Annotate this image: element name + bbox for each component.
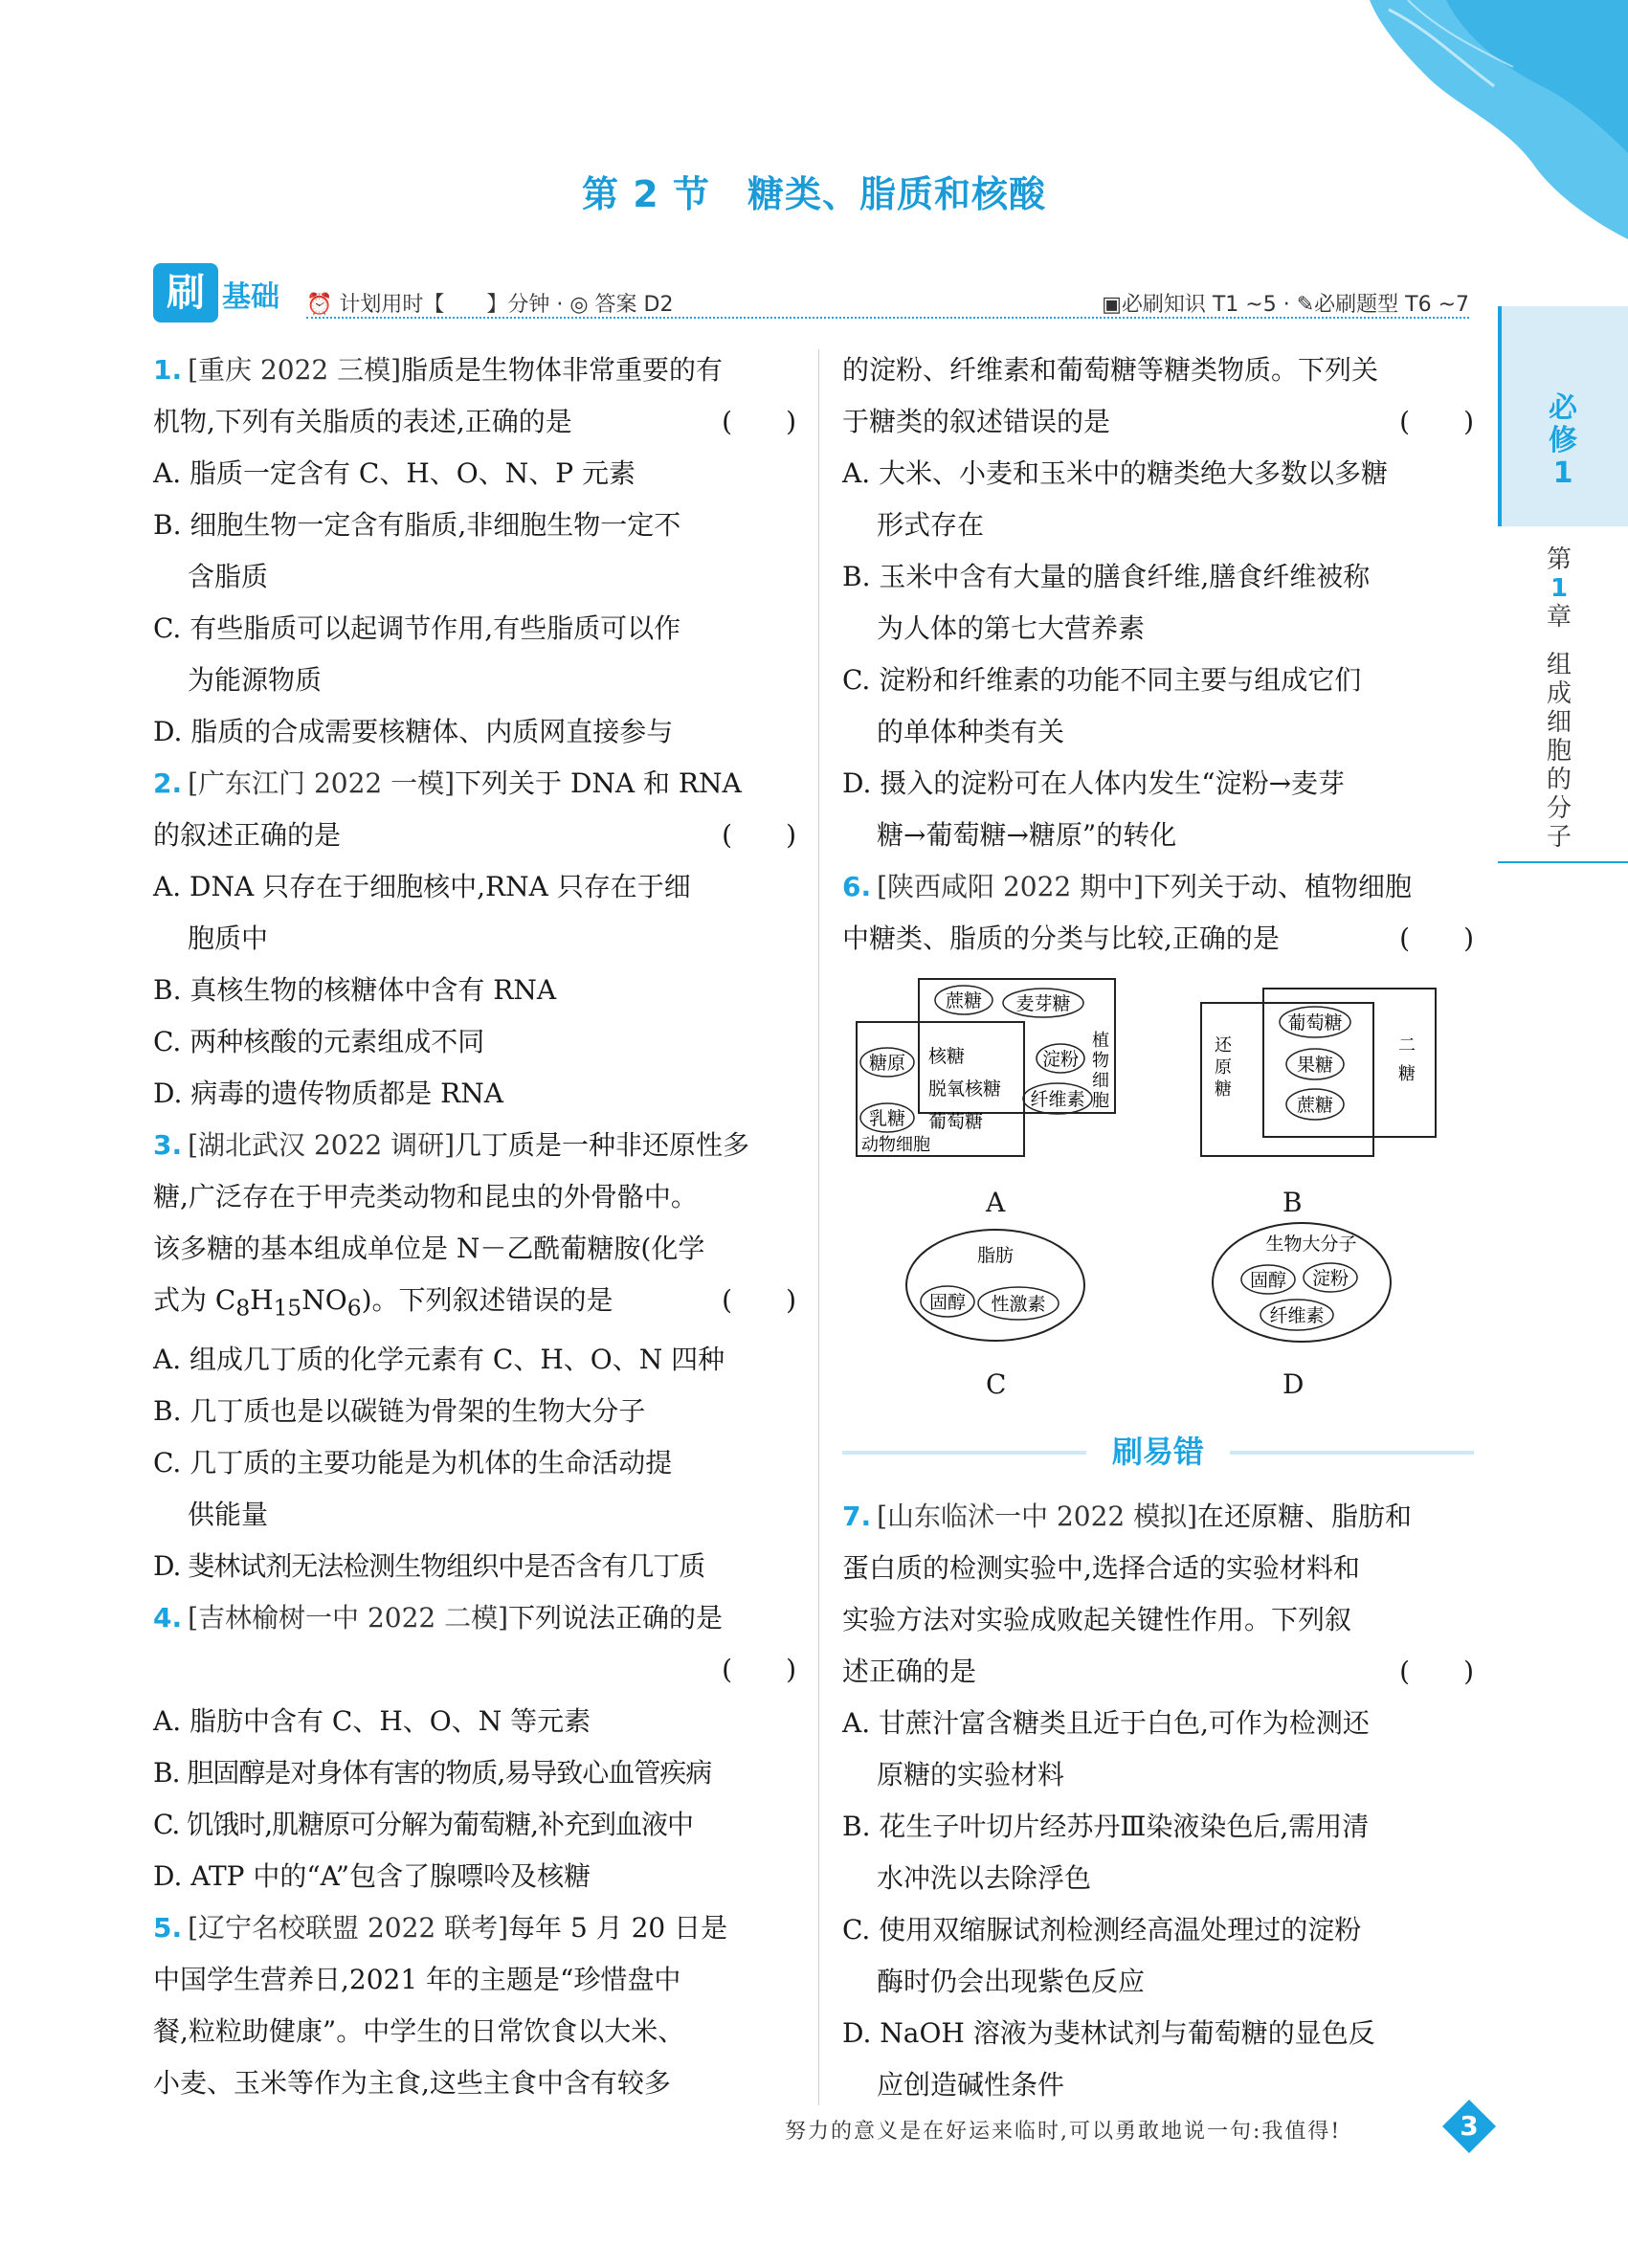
option-d: D. ATP 中的“A”包含了腺嘌呤及核糖 bbox=[153, 1859, 591, 1892]
label-zhifang: 脂肪 bbox=[976, 1245, 1015, 1266]
question-7 bbox=[842, 1491, 1474, 2111]
footer-motto: 努力的意义是在好运来临时,可以勇敢地说一句:我值得! bbox=[785, 2120, 1342, 2144]
question-stem: 述正确的是 bbox=[842, 1656, 977, 1687]
question-5-continued bbox=[842, 345, 1474, 861]
question-stem: 下列说法正确的是 bbox=[508, 1601, 724, 1634]
label-dafenzi: 生物大分子 bbox=[1265, 1234, 1357, 1255]
label-guotang: 果糖 bbox=[1296, 1055, 1334, 1076]
label-ertang: 糖 bbox=[1398, 1064, 1416, 1084]
question-3 bbox=[153, 1120, 796, 1592]
question-2 bbox=[153, 758, 796, 1120]
question-stem: 机物,下列有关脂质的表述,正确的是 bbox=[153, 406, 572, 437]
page-number: 3 bbox=[1460, 2110, 1479, 2142]
question-stem: 在还原糖、脂肪和 bbox=[1197, 1501, 1413, 1532]
basics-label: 基础 bbox=[222, 280, 279, 314]
question-stem: 蛋白质的检测实验中,选择合适的实验材料和 bbox=[842, 1552, 1360, 1584]
option-d: D. 脂质的合成需要核糖体、内质网直接参与 bbox=[153, 716, 674, 747]
formula-part: 式为 C bbox=[153, 1284, 236, 1316]
question-source: [吉林榆树一中 2022 二模] bbox=[188, 1601, 509, 1634]
option-b: B. 胆固醇是对身体有害的物质,易导致心血管疾病 bbox=[153, 1756, 712, 1789]
answer-bracket: ( ) bbox=[722, 1653, 796, 1685]
label-zhiwu: 植 bbox=[1092, 1031, 1109, 1051]
option-b: B. 细胞生物一定含有脂质,非细胞生物一定不 bbox=[153, 509, 681, 541]
question-number: 6. bbox=[842, 871, 872, 902]
formula-sub: 8 bbox=[235, 1294, 251, 1322]
section-title: 第 2 节 糖类、脂质和核酸 bbox=[582, 173, 1046, 215]
option-c: C. 饥饿时,肌糖原可分解为葡萄糖,补充到血液中 bbox=[153, 1808, 694, 1840]
option-d: D. 摄入的淀粉可在人体内发生“淀粉→麦芽 bbox=[842, 767, 1346, 799]
question-stem: 脂质是生物体非常重要的有 bbox=[401, 354, 724, 386]
volume-char: 必 bbox=[1549, 391, 1577, 425]
chapter-char: 细 bbox=[1546, 708, 1572, 737]
formula-sub: 15 bbox=[273, 1294, 302, 1322]
option-b: B. 真核生物的核糖体中含有 RNA bbox=[153, 974, 557, 1006]
label-zhiwu: 细 bbox=[1092, 1071, 1109, 1091]
option-c-cont: 酶时仍会出现紫色反应 bbox=[877, 1966, 1146, 1997]
question-number: 4. bbox=[153, 1601, 183, 1634]
question-stem: 的叙述正确的是 bbox=[153, 819, 342, 851]
figure-label-a: A bbox=[986, 1187, 1006, 1218]
question-stem: 下列关于动、植物细胞 bbox=[1144, 871, 1413, 902]
header-divider bbox=[306, 317, 1469, 319]
option-c-cont: 为能源物质 bbox=[188, 664, 323, 696]
chapter-char: 的 bbox=[1546, 766, 1572, 794]
option-b-cont: 为人体的第七大营养素 bbox=[877, 612, 1146, 644]
label-xianwei: 纤维素 bbox=[1030, 1089, 1085, 1110]
figure-label-c: C bbox=[986, 1368, 1007, 1400]
option-d-cont: 应创造碱性条件 bbox=[877, 2069, 1065, 2101]
label-dianfen: 淀粉 bbox=[1041, 1049, 1080, 1070]
label-zhiwu: 胞 bbox=[1092, 1091, 1109, 1111]
question-source: [重庆 2022 三模] bbox=[188, 354, 402, 386]
option-b: B. 玉米中含有大量的膳食纤维,膳食纤维被称 bbox=[842, 561, 1371, 592]
question-number: 7. bbox=[842, 1501, 872, 1532]
chapter-char: 第 bbox=[1546, 545, 1572, 574]
option-a: A. 脂质一定含有 C、H、O、N、P 元素 bbox=[153, 457, 636, 489]
label-zhiwu: 物 bbox=[1092, 1051, 1109, 1071]
label-maiya: 麦芽糖 bbox=[1015, 993, 1071, 1014]
label-putao: 葡萄糖 bbox=[1287, 1012, 1343, 1034]
question-stem: 每年 5 月 20 日是 bbox=[508, 1911, 728, 1944]
label-huanyuan: 还 bbox=[1215, 1035, 1232, 1056]
shua-badge: 刷 bbox=[153, 263, 218, 322]
label-tangyuan: 糖原 bbox=[868, 1053, 906, 1074]
option-a-cont: 原糖的实验材料 bbox=[877, 1759, 1065, 1790]
option-b: B. 花生子叶切片经苏丹Ⅲ染液染色后,需用清 bbox=[842, 1811, 1370, 1842]
question-source: [湖北武汉 2022 调研] bbox=[188, 1129, 456, 1161]
volume-char: 修 bbox=[1549, 424, 1577, 457]
label-hetang: 核糖 bbox=[928, 1046, 966, 1067]
label-rutang: 乳糖 bbox=[868, 1108, 906, 1129]
question-stem: 小麦、玉米等作为主食,这些主食中含有较多 bbox=[153, 2066, 671, 2099]
option-b-cont: 水冲洗以去除浮色 bbox=[877, 1862, 1092, 1894]
figure-label-b: B bbox=[1282, 1187, 1303, 1218]
label-huanyuan: 原 bbox=[1215, 1057, 1232, 1078]
question-stem: 该多糖的基本组成单位是 N－乙酰葡糖胺(化学 bbox=[153, 1233, 705, 1264]
option-c: C. 使用双缩脲试剂检测经高温处理过的淀粉 bbox=[842, 1914, 1362, 1946]
option-a: A. 组成几丁质的化学元素有 C、H、O、N 四种 bbox=[153, 1343, 725, 1375]
option-d: D. 斐林试剂无法检测生物组织中是否含有几丁质 bbox=[153, 1549, 705, 1582]
question-source: [陕西咸阳 2022 期中] bbox=[877, 871, 1145, 902]
question-4 bbox=[153, 1592, 796, 1902]
answer-bracket: ( ) bbox=[1399, 923, 1474, 954]
label-tuoyang: 脱氧核糖 bbox=[928, 1078, 1002, 1100]
chapter-char: 组 bbox=[1546, 651, 1572, 679]
left-column bbox=[153, 345, 796, 2109]
chapter-char: 章 bbox=[1546, 603, 1572, 632]
question-number: 2. bbox=[153, 767, 183, 799]
question-stem: 下列关于 DNA 和 RNA bbox=[455, 767, 742, 799]
answer-bracket: ( ) bbox=[722, 819, 796, 851]
column-divider bbox=[818, 349, 819, 2105]
option-d: D. NaOH 溶液为斐林试剂与葡萄糖的显色反 bbox=[842, 2017, 1375, 2049]
question-number: 3. bbox=[153, 1129, 183, 1161]
question-stem: 于糖类的叙述错误的是 bbox=[842, 406, 1111, 437]
chapter-char: 成 bbox=[1546, 679, 1572, 708]
question-number: 1. bbox=[153, 354, 183, 386]
question-stem: 餐,粒粒助健康”。中学生的日常饮食以大米、 bbox=[153, 2014, 685, 2047]
chapter-char: 1 bbox=[1550, 574, 1569, 603]
option-a-cont: 形式存在 bbox=[877, 509, 985, 541]
error-prone-title: 刷易错 bbox=[1111, 1434, 1204, 1470]
chapter-label bbox=[1540, 545, 1578, 852]
option-b-cont: 含脂质 bbox=[188, 561, 269, 592]
formula-sub: 6 bbox=[346, 1294, 362, 1322]
figure-a bbox=[852, 974, 1139, 1166]
option-c: C. 有些脂质可以起调节作用,有些脂质可以作 bbox=[153, 612, 681, 644]
option-a: A. 甘蔗汁富含糖类且近于白色,可作为检测还 bbox=[842, 1707, 1370, 1739]
option-a: A. 大米、小麦和玉米中的糖类绝大多数以多糖 bbox=[842, 457, 1389, 489]
question-5 bbox=[153, 1902, 796, 2109]
answer-bracket: ( ) bbox=[1399, 406, 1474, 437]
label-xingjisu: 性激素 bbox=[991, 1294, 1046, 1315]
option-c-cont: 的单体种类有关 bbox=[877, 716, 1065, 747]
option-c: C. 淀粉和纤维素的功能不同主要与组成它们 bbox=[842, 664, 1362, 696]
label-huanyuan: 糖 bbox=[1215, 1079, 1232, 1100]
answer-bracket: ( ) bbox=[1399, 1656, 1474, 1687]
figure-b bbox=[1196, 984, 1445, 1166]
option-d: D. 病毒的遗传物质都是 RNA bbox=[153, 1078, 503, 1109]
question-stem: 的淀粉、纤维素和葡萄糖等糖类物质。下列关 bbox=[842, 354, 1379, 386]
question-source: [山东临沭一中 2022 模拟] bbox=[877, 1501, 1198, 1532]
label-dongwu: 动物细胞 bbox=[861, 1135, 930, 1155]
question-stem: 几丁质是一种非还原性多 bbox=[455, 1129, 750, 1161]
right-column bbox=[842, 345, 1474, 2111]
label-zhetang: 蔗糖 bbox=[1296, 1095, 1334, 1116]
label-guchun: 固醇 bbox=[928, 1292, 967, 1313]
question-source: [辽宁名校联盟 2022 联考] bbox=[188, 1911, 509, 1944]
label-guchun: 固醇 bbox=[1249, 1270, 1287, 1291]
question-6 bbox=[842, 861, 1474, 965]
volume-tab bbox=[1498, 306, 1628, 526]
question-stem: 中国学生营养日,2021 年的主题是“珍惜盘中 bbox=[153, 1963, 681, 1995]
answer-bracket: ( ) bbox=[722, 1284, 796, 1316]
diagram-options bbox=[842, 965, 1474, 1414]
question-source: [广东江门 2022 一模] bbox=[188, 767, 456, 799]
question-number: 5. bbox=[153, 1911, 183, 1944]
label-dianfen: 淀粉 bbox=[1311, 1268, 1349, 1289]
option-a: A. DNA 只存在于细胞核中,RNA 只存在于细 bbox=[153, 871, 691, 902]
label-xianwei: 纤维素 bbox=[1269, 1305, 1325, 1326]
question-stem: 实验方法对实验成败起关键性作用。下列叙 bbox=[842, 1604, 1352, 1635]
option-d-cont: 糖→葡萄糖→糖原”的转化 bbox=[877, 819, 1177, 851]
basics-header bbox=[153, 263, 1469, 322]
chapter-char: 分 bbox=[1546, 794, 1572, 823]
option-a: A. 脂肪中含有 C、H、O、N 等元素 bbox=[153, 1704, 591, 1737]
figure-label-d: D bbox=[1282, 1368, 1305, 1400]
chapter-char: 子 bbox=[1546, 823, 1572, 852]
option-c-cont: 供能量 bbox=[188, 1498, 269, 1530]
question-1 bbox=[153, 345, 796, 758]
figure-d bbox=[1206, 1215, 1397, 1349]
figure-c bbox=[900, 1223, 1091, 1347]
knowledge-tags: ▣必刷知识 T1 ~5 · ✎必刷题型 T6 ~7 bbox=[1102, 293, 1469, 317]
chapter-char: 胞 bbox=[1546, 737, 1572, 766]
page-number-badge bbox=[1440, 2098, 1498, 2155]
side-tab bbox=[1498, 306, 1628, 866]
formula-part: H bbox=[250, 1284, 274, 1316]
label-putao: 葡萄糖 bbox=[928, 1111, 984, 1132]
formula-part: NO bbox=[301, 1284, 347, 1316]
answer-bracket: ( ) bbox=[722, 406, 796, 437]
question-stem: 中糖类、脂质的分类与比较,正确的是 bbox=[842, 923, 1280, 954]
option-a-cont: 胞质中 bbox=[188, 923, 269, 954]
side-divider bbox=[1498, 861, 1628, 863]
volume-char: 1 bbox=[1552, 456, 1573, 490]
label-ertang: 二 bbox=[1398, 1035, 1416, 1056]
question-stem: 糖,广泛存在于甲壳类动物和昆虫的外骨骼中。 bbox=[153, 1181, 698, 1212]
time-answer-info: ⏰ 计划用时【 】分钟 · ◎ 答案 D2 bbox=[306, 293, 674, 317]
question-stem: )。下列叙述错误的是 bbox=[361, 1284, 613, 1316]
option-c: C. 几丁质的主要功能是为机体的生命活动提 bbox=[153, 1446, 673, 1479]
error-prone-banner bbox=[842, 1414, 1474, 1491]
label-zhetang: 蔗糖 bbox=[945, 990, 983, 1012]
option-c: C. 两种核酸的元素组成不同 bbox=[153, 1026, 485, 1057]
option-b: B. 几丁质也是以碳链为骨架的生物大分子 bbox=[153, 1394, 646, 1427]
